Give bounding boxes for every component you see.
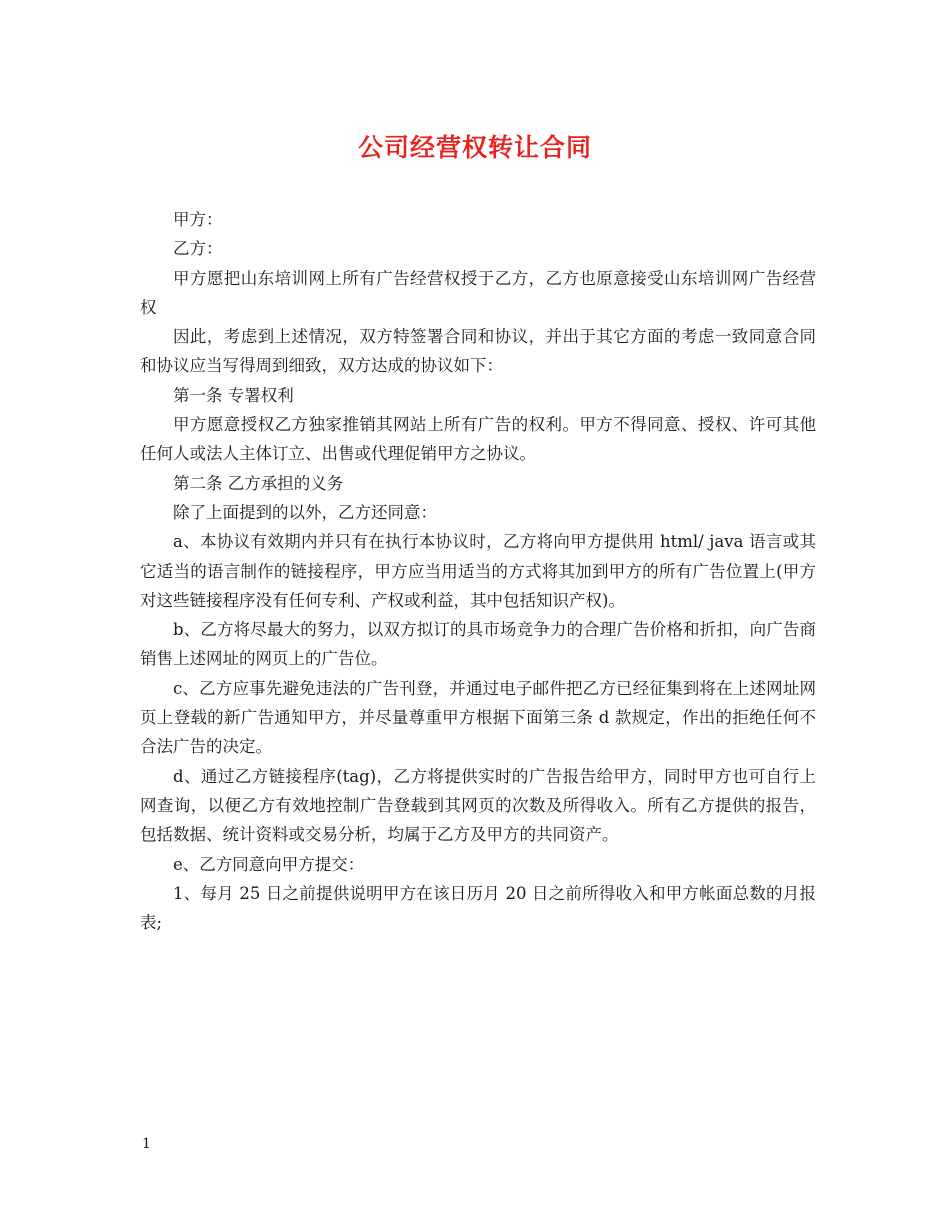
- page-number: 1: [142, 1136, 151, 1152]
- party-b-line: 乙方：: [173, 239, 223, 259]
- clause-a: a、本协议有效期内并只有在执行本协议时，乙方将向甲方提供用 html/ java 语言或其它适当的语言制作的链接程序，甲方应当用适当的方式将其加到甲方的所有广告位置上(甲方对这些链接程序没有任何专利、产权或利益，其中包括知识产权)。: [140, 532, 816, 610]
- clause-d: d、通过乙方链接程序(tag)，乙方将提供实时的广告报告给甲方，同时甲方也可自行上网查询，以便乙方有效地控制广告登载到其网页的次数及所得收入。所有乙方提供的报告，包括数据、统计资料或交易分析，均属于乙方及甲方的共同资产。: [140, 766, 816, 845]
- clause-e-item-1: 1、每月 25 日之前提供说明甲方在该日历月 20 日之前所得收入和甲方帐面总数的月报表;: [140, 883, 816, 933]
- recital-paragraph: 因此，考虑到上述情况，双方特签署合同和协议，并出于其它方面的考虑一致同意合同和协议应当写得周到细致，双方达成的协议如下：: [140, 327, 816, 376]
- article-1-heading: 第一条 专署权利: [173, 385, 294, 405]
- clause-b: b、乙方将尽最大的努力，以双方拟订的具市场竞争力的合理广告价格和折扣，向广告商销售上述网址的网页上的广告位。: [140, 620, 816, 669]
- article-1-text: 甲方愿意授权乙方独家推销其网站上所有广告的权利。甲方不得同意、授权、许可其他任何人或法人主体订立、出售或代理促销甲方之协议。: [140, 415, 816, 464]
- intro-paragraph: 甲方愿把山东培训网上所有广告经营权授于乙方，乙方也原意接受山东培训网广告经营权: [140, 268, 816, 317]
- document-body: [140, 205, 816, 937]
- clause-c: c、乙方应事先避免违法的广告刊登，并通过电子邮件把乙方已经征集到将在上述网址网页上登载的新广告通知甲方，并尽量尊重甲方根据下面第三条 d 款规定，作出的拒绝任何不合法广告的决定。: [140, 678, 816, 757]
- article-2-intro: 除了上面提到的以外，乙方还同意：: [173, 502, 437, 522]
- clause-e: e、乙方同意向甲方提交：: [173, 854, 365, 874]
- document-title: 公司经营权转让合同: [357, 133, 592, 162]
- article-2-heading: 第二条 乙方承担的义务: [173, 473, 344, 493]
- party-a-line: 甲方：: [173, 210, 223, 229]
